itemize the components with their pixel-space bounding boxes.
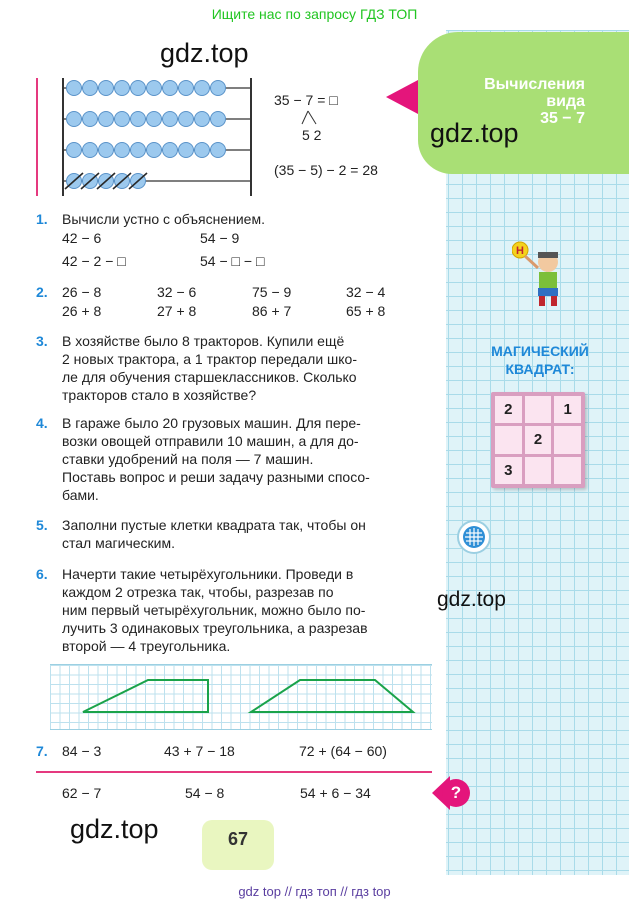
intro-equation-solved: (35 − 5) − 2 = 28 xyxy=(274,162,378,178)
boy-badge-letter: Н xyxy=(516,245,524,257)
abacus-bead xyxy=(147,112,162,127)
task-expression: 54 − 9 xyxy=(200,230,240,246)
task-number: 6. xyxy=(36,566,48,582)
magic-cell: 2 xyxy=(525,426,552,453)
abacus-bead xyxy=(163,143,178,158)
magic-cell xyxy=(495,426,522,453)
globe-grid-icon xyxy=(463,526,485,548)
magic-cell xyxy=(554,457,581,484)
extra-expression: 54 − 8 xyxy=(185,785,225,801)
abacus-bead xyxy=(147,81,162,96)
task-text: ним первый четырёхугольник, можно было по- xyxy=(62,602,366,618)
task-text: ставки удобрений на поля — 7 машин. xyxy=(62,451,314,467)
trapezoid-shape-1 xyxy=(83,680,208,712)
magic-cell xyxy=(554,426,581,453)
task-number: 2. xyxy=(36,284,48,300)
abacus-bead xyxy=(211,143,226,158)
watermark: gdz.top xyxy=(437,588,506,611)
task-expression: 32 − 6 xyxy=(157,284,197,300)
abacus-illustration xyxy=(62,78,252,196)
globe-inner xyxy=(463,526,485,548)
abacus-bead xyxy=(211,81,226,96)
task-number: 7. xyxy=(36,743,48,759)
task-text: ле для обучения старшеклассников. Сколько xyxy=(62,369,357,385)
abacus-bead xyxy=(195,81,210,96)
task-expression: 42 − 6 xyxy=(62,230,102,246)
watermark: gdz.top xyxy=(430,118,519,148)
top-banner[interactable]: Ищите нас по запросу ГДЗ ТОП xyxy=(211,6,418,22)
question-badge[interactable] xyxy=(432,776,464,810)
magic-cell xyxy=(525,396,552,423)
magic-title-line-1: МАГИЧЕСКИЙ xyxy=(491,343,589,359)
task-text: 2 новых трактора, а 1 трактор передали шко- xyxy=(62,351,358,367)
task-text: стал магическим. xyxy=(62,535,175,551)
task-text: тракторов стало в хозяйстве? xyxy=(62,387,257,403)
topic-pointer-icon xyxy=(386,80,418,114)
extra-expression: 62 − 7 xyxy=(62,785,102,801)
abacus-bead xyxy=(131,143,146,158)
task-expression: 27 + 8 xyxy=(157,303,197,319)
watermark: gdz.top xyxy=(70,814,159,844)
abacus-bead xyxy=(163,81,178,96)
abacus-bead xyxy=(115,81,130,96)
task-expression: 43 + 7 − 18 xyxy=(164,743,235,759)
topic-line-2: вида xyxy=(546,93,585,110)
task-text: каждом 2 отрезка так, чтобы, разрезав по xyxy=(62,584,334,600)
task-text: В гараже было 20 грузовых машин. Для пере- xyxy=(62,415,361,431)
intro-split: 5 2 xyxy=(302,127,322,143)
task-expression: 84 − 3 xyxy=(62,743,102,759)
abacus-bead xyxy=(67,143,82,158)
abacus-bead xyxy=(131,81,146,96)
abacus-bead xyxy=(83,143,98,158)
abacus-bead xyxy=(211,112,226,127)
abacus-bead xyxy=(115,112,130,127)
section-marker xyxy=(36,78,38,196)
page-number: 67 xyxy=(227,829,249,849)
magic-cell: 2 xyxy=(495,396,522,423)
extra-expression: 54 + 6 − 34 xyxy=(300,785,371,801)
task-text: Заполни пустые клетки квадрата так, чтобы он xyxy=(62,517,366,533)
abacus-bead xyxy=(83,81,98,96)
topic-line-1: Вычисления xyxy=(484,76,585,93)
abacus-bead xyxy=(67,81,82,96)
task-number: 1. xyxy=(36,211,48,227)
split-lines xyxy=(298,110,322,126)
question-icon: ? xyxy=(442,779,470,807)
abacus-bead xyxy=(115,143,130,158)
task-expression: 32 − 4 xyxy=(346,284,386,300)
task-text: лучить 3 одинаковых треугольника, а разрезав xyxy=(62,620,368,636)
globe-icon[interactable] xyxy=(457,520,491,554)
task-expression: 72 + (64 − 60) xyxy=(299,743,387,759)
task-text: Начерти такие четырёхугольники. Проведи в xyxy=(62,566,354,582)
abacus-bead xyxy=(131,112,146,127)
magic-cell xyxy=(525,457,552,484)
abacus-bead xyxy=(179,143,194,158)
magic-cell: 3 xyxy=(495,457,522,484)
trapezoid-shape-2 xyxy=(251,680,413,712)
topic-line-3: 35 − 7 xyxy=(540,110,585,127)
task-number: 5. xyxy=(36,517,48,533)
abacus-bead xyxy=(163,112,178,127)
bottom-banner[interactable]: gdz top // гдз топ // гдз top xyxy=(238,884,391,899)
task-expression: 26 − 8 xyxy=(62,284,102,300)
abacus-bead xyxy=(147,143,162,158)
quadrilaterals xyxy=(50,664,432,730)
task-text: возки овощей отправили 10 машин, а для до- xyxy=(62,433,359,449)
task-text: второй — 4 треугольника. xyxy=(62,638,231,654)
boy-character-icon xyxy=(512,240,568,308)
abacus-bead xyxy=(99,143,114,158)
task-number: 4. xyxy=(36,415,48,431)
intro-equation: 35 − 7 = □ xyxy=(274,92,338,108)
watermark: gdz.top xyxy=(160,38,249,68)
task-text: В хозяйстве было 8 тракторов. Купили ещё xyxy=(62,333,345,349)
abacus-bead xyxy=(99,81,114,96)
abacus-bead xyxy=(195,143,210,158)
task-text: Поставь вопрос и реши задачу разными спосо- xyxy=(62,469,370,485)
task-text: бами. xyxy=(62,487,99,503)
task-expression: 54 − □ − □ xyxy=(200,253,265,269)
magic-square-title xyxy=(470,342,610,378)
magic-cell: 1 xyxy=(554,396,581,423)
task-expression: 26 + 8 xyxy=(62,303,102,319)
abacus-bead xyxy=(179,81,194,96)
task-expression: 75 − 9 xyxy=(252,284,292,300)
abacus-bead xyxy=(67,112,82,127)
task-text: Вычисли устно с объяснением. xyxy=(62,211,265,227)
task-expression: 65 + 8 xyxy=(346,303,386,319)
magic-title-line-2: КВАДРАТ: xyxy=(505,361,575,377)
divider-line xyxy=(36,771,432,773)
task-expression: 86 + 7 xyxy=(252,303,292,319)
task-number: 3. xyxy=(36,333,48,349)
abacus-bead xyxy=(195,112,210,127)
magic-square xyxy=(491,392,585,488)
abacus-bead xyxy=(99,112,114,127)
abacus-bead xyxy=(83,112,98,127)
abacus-bead xyxy=(179,112,194,127)
task-expression: 42 − 2 − □ xyxy=(62,253,126,269)
